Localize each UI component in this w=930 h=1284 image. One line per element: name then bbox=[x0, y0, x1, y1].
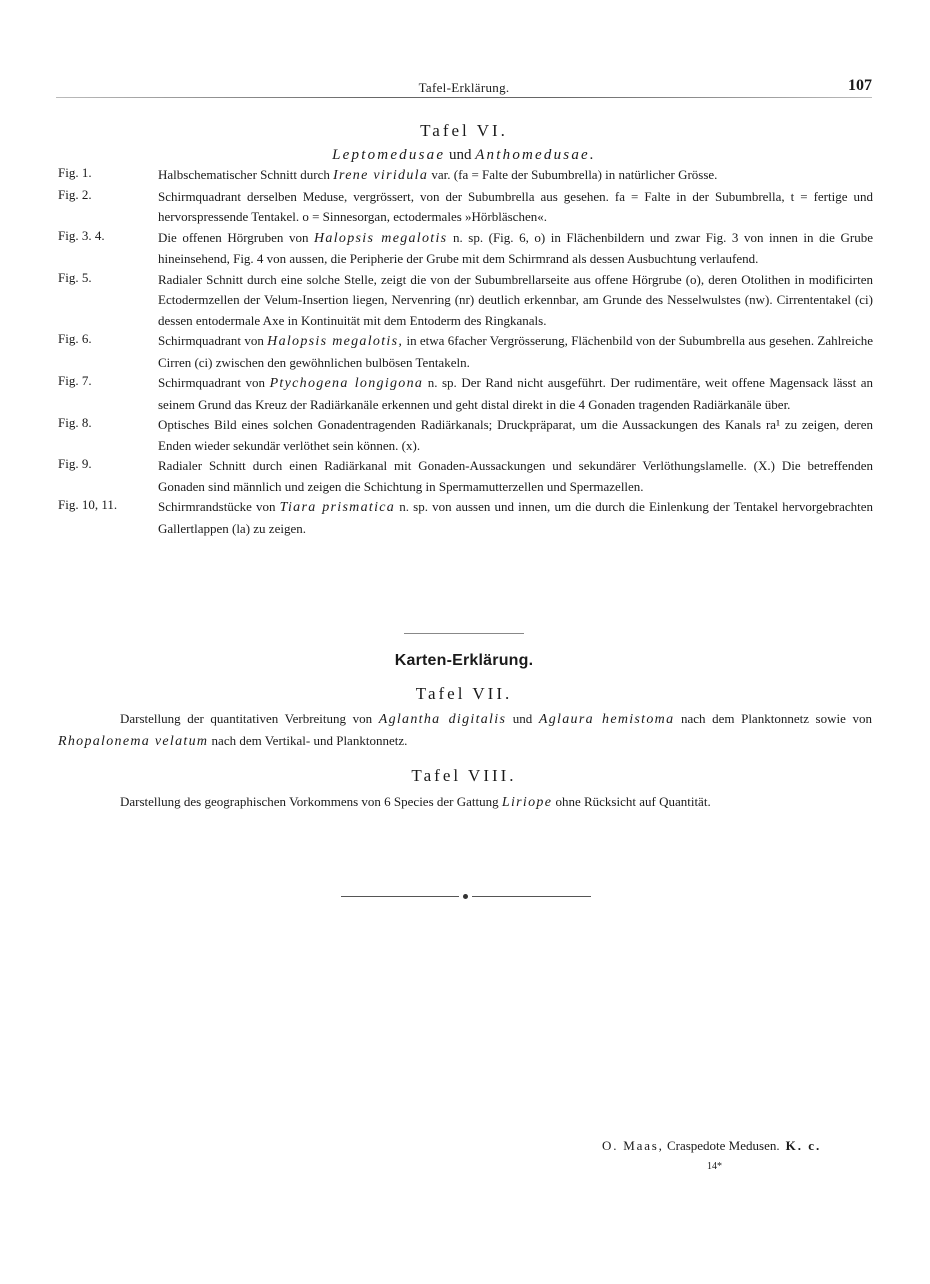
figure-entry bbox=[58, 165, 874, 187]
figure-caption bbox=[158, 270, 873, 332]
figure-label: Fig. 6. bbox=[58, 331, 92, 346]
species-name: Aglantha digitalis bbox=[378, 712, 507, 727]
figure-caption bbox=[158, 415, 873, 456]
species-name: Tiara prismatica bbox=[279, 500, 396, 515]
caption-text: Halbschematischer Schnitt durch bbox=[158, 167, 334, 182]
text-run: nach dem Planktonnetz sowie von bbox=[674, 711, 872, 726]
section-divider bbox=[404, 633, 524, 634]
plate-7-description bbox=[58, 708, 872, 752]
figure-caption bbox=[158, 165, 873, 187]
caption-text: Die offenen Hörgruben von bbox=[158, 229, 314, 245]
figure-entry bbox=[58, 187, 874, 228]
caption-text: Schirmquadrant derselben Meduse, vergrössert, von der Subumbrella aus gesehen. fa = Falte in der Subumbrella, t = fertige und hervorspressende Tentakel. o = Sinnesorgan, ectodermales »Hörbläschen«. bbox=[158, 188, 873, 224]
footer-work: Craspedote Medusen. bbox=[663, 1138, 780, 1153]
karten-heading: Karten-Erklärung. bbox=[394, 652, 534, 669]
figure-label: Fig. 7. bbox=[58, 373, 92, 388]
species-name: Rhopalonema velatum bbox=[58, 734, 209, 749]
ornament-line-left bbox=[341, 896, 459, 897]
text-run: Darstellung des geographischen Vorkommens von 6 Species der Gattung bbox=[120, 794, 502, 809]
species-name: Irene viridula bbox=[333, 168, 429, 183]
caption-text: n. sp. (Fig. 6, o) in Flächenbildern und zwar Fig. 3 von innen in die Grube hineinsehend, Fig. 4 von aussen, die Peripherie der Grube mit dem Schirmrand als dessen Ausbuchtung verlaufend. bbox=[158, 229, 873, 266]
figure-list bbox=[58, 165, 874, 539]
figure-label: Fig. 3. 4. bbox=[58, 227, 105, 243]
figure-entry bbox=[58, 415, 874, 456]
figure-caption bbox=[158, 228, 873, 270]
species-name: Ptychogena longigona bbox=[269, 376, 424, 391]
footer-author: O. Maas, bbox=[602, 1138, 664, 1153]
text-run: und bbox=[506, 711, 539, 726]
caption-text: n. sp. Der Rand nicht ausgeführt. Der rudimentäre, weit offene Magensack lässt an seinem Grund das Kreuz der Radiärkanäle erkennen und geht distal direkt in die 4 Gonaden tragenden Radiärkanäle über. bbox=[158, 375, 873, 412]
footer-signature: K. c. bbox=[785, 1138, 822, 1153]
species-name: Aglaura hemistoma bbox=[538, 712, 675, 727]
caption-text: var. (fa = Falte der Subumbrella) in natürlicher Grösse. bbox=[428, 167, 718, 182]
header-rule bbox=[56, 97, 872, 98]
figure-label: Fig. 9. bbox=[58, 456, 92, 471]
caption-text: Radialer Schnitt durch eine solche Stelle, zeigt die von der Subumbrellarseite aus offene Hörgrube (o), deren Otolithen in modificirten Ectodermzellen der Velum-Insertion liegen, Nervenring (nr) deutlich erkennbar, am Grunde des Nesselwulstes (nw). Cirrententakel (ci) dessen entodermale Axe in Kontinuität mit dem Entoderm des Ringkanals. bbox=[158, 271, 873, 328]
plate-6-title: Tafel VI. bbox=[420, 121, 508, 140]
caption-text: in etwa 6facher Vergrösserung, Flächenbild von der Subumbrella aus gesehen. Zahlreiche Cirren (ci) zwischen den gewöhnlichen bulbösen Tentakeln. bbox=[158, 333, 873, 370]
ornament-line-right bbox=[472, 896, 591, 897]
figure-entry bbox=[58, 331, 874, 373]
figure-caption bbox=[158, 187, 873, 228]
species-name: Liriope bbox=[501, 795, 553, 810]
text-run: Darstellung der quantitativen Verbreitung von bbox=[120, 711, 379, 726]
caption-text: n. sp. von aussen und innen, um die durch die Einlenkung der Tentakel hervorgebrachten Gallertlappen (la) zu zeigen. bbox=[158, 499, 873, 536]
figure-caption bbox=[158, 497, 873, 539]
figure-label: Fig. 10, 11. bbox=[58, 497, 118, 512]
species-name: Halopsis megalotis, bbox=[267, 334, 404, 349]
text-run: ohne Rücksicht auf Quantität. bbox=[552, 794, 711, 809]
figure-entry bbox=[58, 497, 874, 539]
caption-text: Radialer Schnitt durch einen Radiärkanal mit Gonaden-Aussackungen und sekundärer Verlöthungslamelle. (X.) Die betreffenden Gonaden sind männlich und zeigen die Schichtung in Spermamutterzellen und Spermazellen. bbox=[158, 458, 873, 494]
figure-label: Fig. 8. bbox=[58, 415, 92, 430]
page-number: 107 bbox=[848, 77, 872, 94]
running-title: Tafel-Erklärung. bbox=[418, 80, 510, 95]
figure-caption bbox=[158, 456, 873, 497]
text-run: nach dem Vertikal- und Planktonnetz. bbox=[208, 733, 408, 748]
plate-8-description bbox=[58, 791, 872, 813]
species-name: Halopsis megalotis bbox=[314, 230, 448, 246]
subtitle-group-a: Leptomedusae bbox=[332, 147, 446, 163]
figure-entry bbox=[58, 456, 874, 497]
figure-label: Fig. 2. bbox=[58, 186, 92, 202]
figure-entry bbox=[58, 373, 874, 415]
end-ornament bbox=[341, 894, 591, 900]
figure-caption bbox=[158, 331, 873, 373]
plate-6-subtitle bbox=[56, 147, 872, 164]
subtitle-group-b: Anthomedusae. bbox=[475, 147, 596, 163]
figure-label: Fig. 5. bbox=[58, 269, 92, 285]
caption-text: Optisches Bild eines solchen Gonadentragenden Radiärkanals; Druckpräparat, um die Aussackungen des Kanals ra¹ zu zeigen, deren Enden wieder sekundär verlöthet sein können. (x). bbox=[158, 417, 873, 453]
figure-entry bbox=[58, 270, 874, 332]
ornament-dot bbox=[463, 894, 468, 899]
caption-text: Schirmquadrant von bbox=[158, 333, 268, 348]
subtitle-conjunction: und bbox=[448, 147, 472, 163]
caption-text: Schirmquadrant von bbox=[158, 375, 270, 390]
footer-credit bbox=[602, 1138, 821, 1154]
caption-text: Schirmrandstücke von bbox=[158, 499, 280, 514]
figure-entry bbox=[58, 228, 874, 270]
figure-caption bbox=[158, 373, 873, 415]
plate-7-title: Tafel VII. bbox=[415, 684, 513, 703]
figure-label: Fig. 1. bbox=[58, 165, 92, 180]
plate-8-title: Tafel VIII. bbox=[411, 766, 517, 785]
footer-sheet-mark: 14* bbox=[707, 1161, 722, 1172]
